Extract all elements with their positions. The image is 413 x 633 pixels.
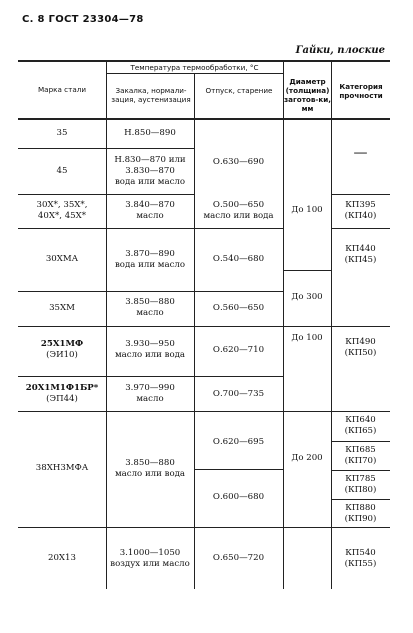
row-sep bbox=[18, 527, 390, 528]
cell-temper: О.600—680 bbox=[212, 492, 265, 502]
page-header: С. 8 ГОСТ 23304—78 bbox=[22, 14, 144, 25]
cell-grade: 25Х1МФ bbox=[40, 339, 84, 349]
col-header-grade: Марка стали bbox=[37, 85, 86, 94]
cell-grade: (ЭИ10) bbox=[46, 350, 78, 360]
header-bottom-rule bbox=[18, 118, 390, 120]
cell-quench: 3.930—950 bbox=[125, 339, 175, 349]
cell-temper: О.540—680 bbox=[212, 254, 265, 264]
cell-temper: О.650—720 bbox=[212, 553, 265, 563]
cell-quench: Н.850—890 bbox=[124, 128, 176, 138]
cell-grade: 30ХМА bbox=[45, 254, 79, 264]
cell-category: (КП90) bbox=[344, 514, 377, 524]
cell-grade: 20Х13 bbox=[48, 553, 76, 563]
cell-grade: 45 bbox=[56, 166, 68, 176]
col-line-1 bbox=[106, 61, 107, 589]
cell-grade: (ЭП44) bbox=[46, 394, 78, 404]
cell-category: (КП45) bbox=[344, 255, 377, 265]
temper-sep bbox=[194, 469, 283, 470]
cell-quench: масло или вода bbox=[114, 350, 186, 360]
cell-quench: воздух или масло bbox=[110, 559, 190, 569]
row-sep bbox=[18, 326, 390, 327]
cell-diameter: До 100 bbox=[291, 205, 323, 215]
cell-category: (КП55) bbox=[344, 559, 377, 569]
cell-diameter: До 100 bbox=[291, 333, 323, 343]
diameter-sep bbox=[283, 270, 331, 271]
col-line-2 bbox=[194, 74, 195, 589]
cell-category: КП880 bbox=[345, 503, 376, 513]
cell-grade: 30Х*, 35Х*, bbox=[36, 200, 88, 210]
category-sep bbox=[331, 470, 390, 471]
cell-category: (КП80) bbox=[344, 485, 377, 495]
cell-temper: О.700—735 bbox=[212, 389, 265, 399]
cell-temper: О.500—650 bbox=[212, 200, 265, 210]
table-top-rule bbox=[18, 60, 390, 62]
cell-quench: 3.830—870 bbox=[125, 166, 175, 176]
cell-category: (КП40) bbox=[344, 211, 377, 221]
cell-quench: 3.850—880 bbox=[125, 297, 175, 307]
cell-quench: вода или масло bbox=[114, 260, 186, 270]
cell-quench: масло или вода bbox=[114, 469, 186, 479]
section-title: Гайки, плоские bbox=[295, 45, 385, 56]
cell-category: (КП65) bbox=[344, 426, 377, 436]
category-sep bbox=[331, 194, 390, 195]
cell-category: КП640 bbox=[345, 415, 376, 425]
cell-quench: Н.830—870 или bbox=[114, 155, 186, 165]
cell-temper: О.630—690 bbox=[212, 157, 265, 167]
cell-category: — bbox=[353, 145, 368, 161]
col-header-diameter: Диаметр (толщина) заготов-ки, мм bbox=[284, 77, 331, 113]
cell-quench: 3.840—870 bbox=[125, 200, 175, 210]
category-sep bbox=[331, 228, 390, 229]
cell-category: КП395 bbox=[345, 200, 376, 210]
cell-category: КП685 bbox=[345, 445, 376, 455]
row-sep bbox=[18, 194, 194, 195]
cell-grade: 20Х1М1Ф1БР* bbox=[25, 383, 99, 393]
col-header-quench: Закалка, нормали-зация, аустенизация bbox=[111, 86, 191, 104]
cell-quench: вода или масло bbox=[114, 177, 186, 187]
cell-grade: 40Х*, 45Х* bbox=[37, 211, 87, 221]
cell-diameter: До 200 bbox=[291, 453, 323, 463]
cell-quench: масло bbox=[136, 308, 164, 318]
cell-category: (КП50) bbox=[344, 348, 377, 358]
cell-temper: О.560—650 bbox=[212, 303, 265, 313]
cell-diameter: До 300 bbox=[291, 292, 323, 302]
cell-category: КП785 bbox=[345, 474, 376, 484]
col-header-temper: Отпуск, старение bbox=[205, 86, 273, 95]
row-sep bbox=[18, 376, 283, 377]
cell-quench: масло bbox=[136, 211, 164, 221]
cell-grade: 38ХН3МФА bbox=[35, 463, 89, 473]
cell-quench: 3.870—890 bbox=[125, 249, 175, 259]
col-line-3 bbox=[283, 61, 284, 589]
cell-temper: масло или вода bbox=[203, 211, 274, 221]
row-sep bbox=[18, 411, 331, 412]
category-sep bbox=[331, 411, 390, 412]
row-sep bbox=[18, 228, 283, 229]
cell-quench: 3.850—880 bbox=[125, 458, 175, 468]
cell-category: (КП70) bbox=[344, 456, 377, 466]
category-sep bbox=[331, 499, 390, 500]
cell-grade: 35 bbox=[56, 128, 68, 138]
cell-quench: 3.970—990 bbox=[125, 383, 175, 393]
cell-grade: 35ХМ bbox=[49, 303, 75, 313]
cell-quench: масло bbox=[136, 394, 164, 404]
cell-category: КП440 bbox=[345, 244, 376, 254]
col-header-category: Категория прочности bbox=[339, 82, 383, 100]
col-header-temp-group: Температура термообработки, °С bbox=[130, 63, 259, 72]
cell-category: КП490 bbox=[345, 337, 376, 347]
row-sep bbox=[18, 291, 283, 292]
cell-category: КП540 bbox=[345, 548, 376, 558]
cell-quench: 3.1000—1050 bbox=[119, 548, 181, 558]
row-sep bbox=[18, 148, 194, 149]
cell-temper: О.620—695 bbox=[212, 437, 265, 447]
category-sep bbox=[331, 441, 390, 442]
cell-temper: О.620—710 bbox=[212, 345, 265, 355]
